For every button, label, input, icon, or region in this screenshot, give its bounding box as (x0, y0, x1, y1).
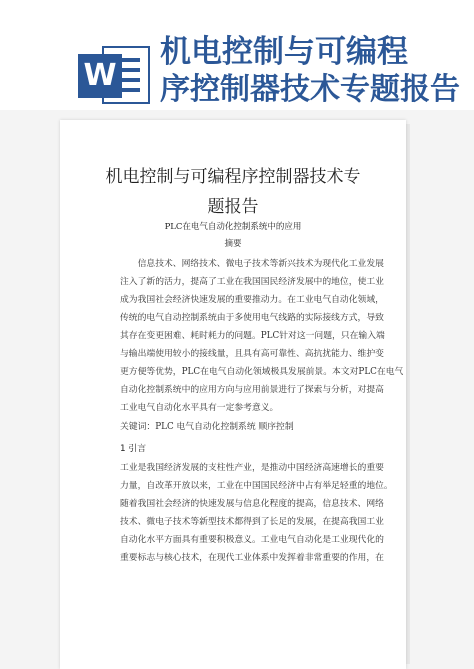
abstract-line: 自动化控制系统中的应用方向与应用前景进行了探索与分析，对提高 (120, 385, 384, 395)
abstract-line: 与输出端使用较小的接线量，且具有高可靠性、高抗扰能力、维护变 (120, 349, 384, 359)
section-heading: 1 引言 (120, 444, 146, 454)
banner-title-line2: 序控制器技术专题报告 (160, 72, 460, 107)
banner-title-line1: 机电控制与可编程 (160, 34, 408, 70)
abstract-line: 成为我国社会经济快速发展的重要推动力。在工业电气自动化领域， (120, 295, 384, 305)
document-title-line2: 题报告 (207, 197, 259, 217)
abstract-line: 传统的电气自动控制系统由于多使用电气线路的实际接线方式，导致 (120, 313, 384, 323)
abstract-line: 信息技术、网络技术、微电子技术等新兴技术为现代化工业发展 (137, 259, 384, 269)
word-document-icon (78, 44, 152, 106)
intro-line: 力量，自改革开放以来，工业在中国国民经济中占有举足轻重的地位。 (120, 481, 393, 491)
document-subtitle: PLC在电气自动化控制系统中的应用 (164, 222, 302, 232)
intro-line: 技术、微电子技术等新型技术都得到了长足的发展，在提高我国工业 (120, 517, 384, 527)
abstract-line: 更方便等优势，PLC在电气自动化领域极具发展前景。本文对PLC在电气 (120, 367, 404, 377)
document-page (60, 120, 406, 669)
intro-line: 随着我国社会经济的快速发展与信息化程度的提高，信息技术、网络 (120, 499, 384, 509)
keywords: 关键词：PLC 电气自动化控制系统 顺序控制 (120, 422, 294, 432)
abstract-line: 工业电气自动化水平具有一定参考意义。 (120, 403, 279, 413)
intro-line: 工业是我国经济发展的支柱性产业，是推动中国经济高速增长的重要 (120, 463, 384, 473)
abstract-heading: 摘要 (224, 239, 242, 249)
banner (0, 0, 474, 110)
intro-line: 重要标志与核心技术，在现代工业体系中发挥着非常重要的作用，在 (120, 553, 384, 563)
word-badge: W (78, 54, 122, 98)
intro-line: 自动化水平方面具有重要积极意义。工业电气自动化是工业现代化的 (120, 535, 384, 545)
document-title-line1: 机电控制与可编程序控制器技术专 (105, 167, 361, 187)
abstract-line: 注入了新的活力，提高了工业在我国国民经济发展中的地位，使工业 (120, 277, 384, 287)
abstract-line: 其存在变更困难、耗时耗力的问题。PLC针对这一问题，只在输入端 (120, 331, 385, 341)
